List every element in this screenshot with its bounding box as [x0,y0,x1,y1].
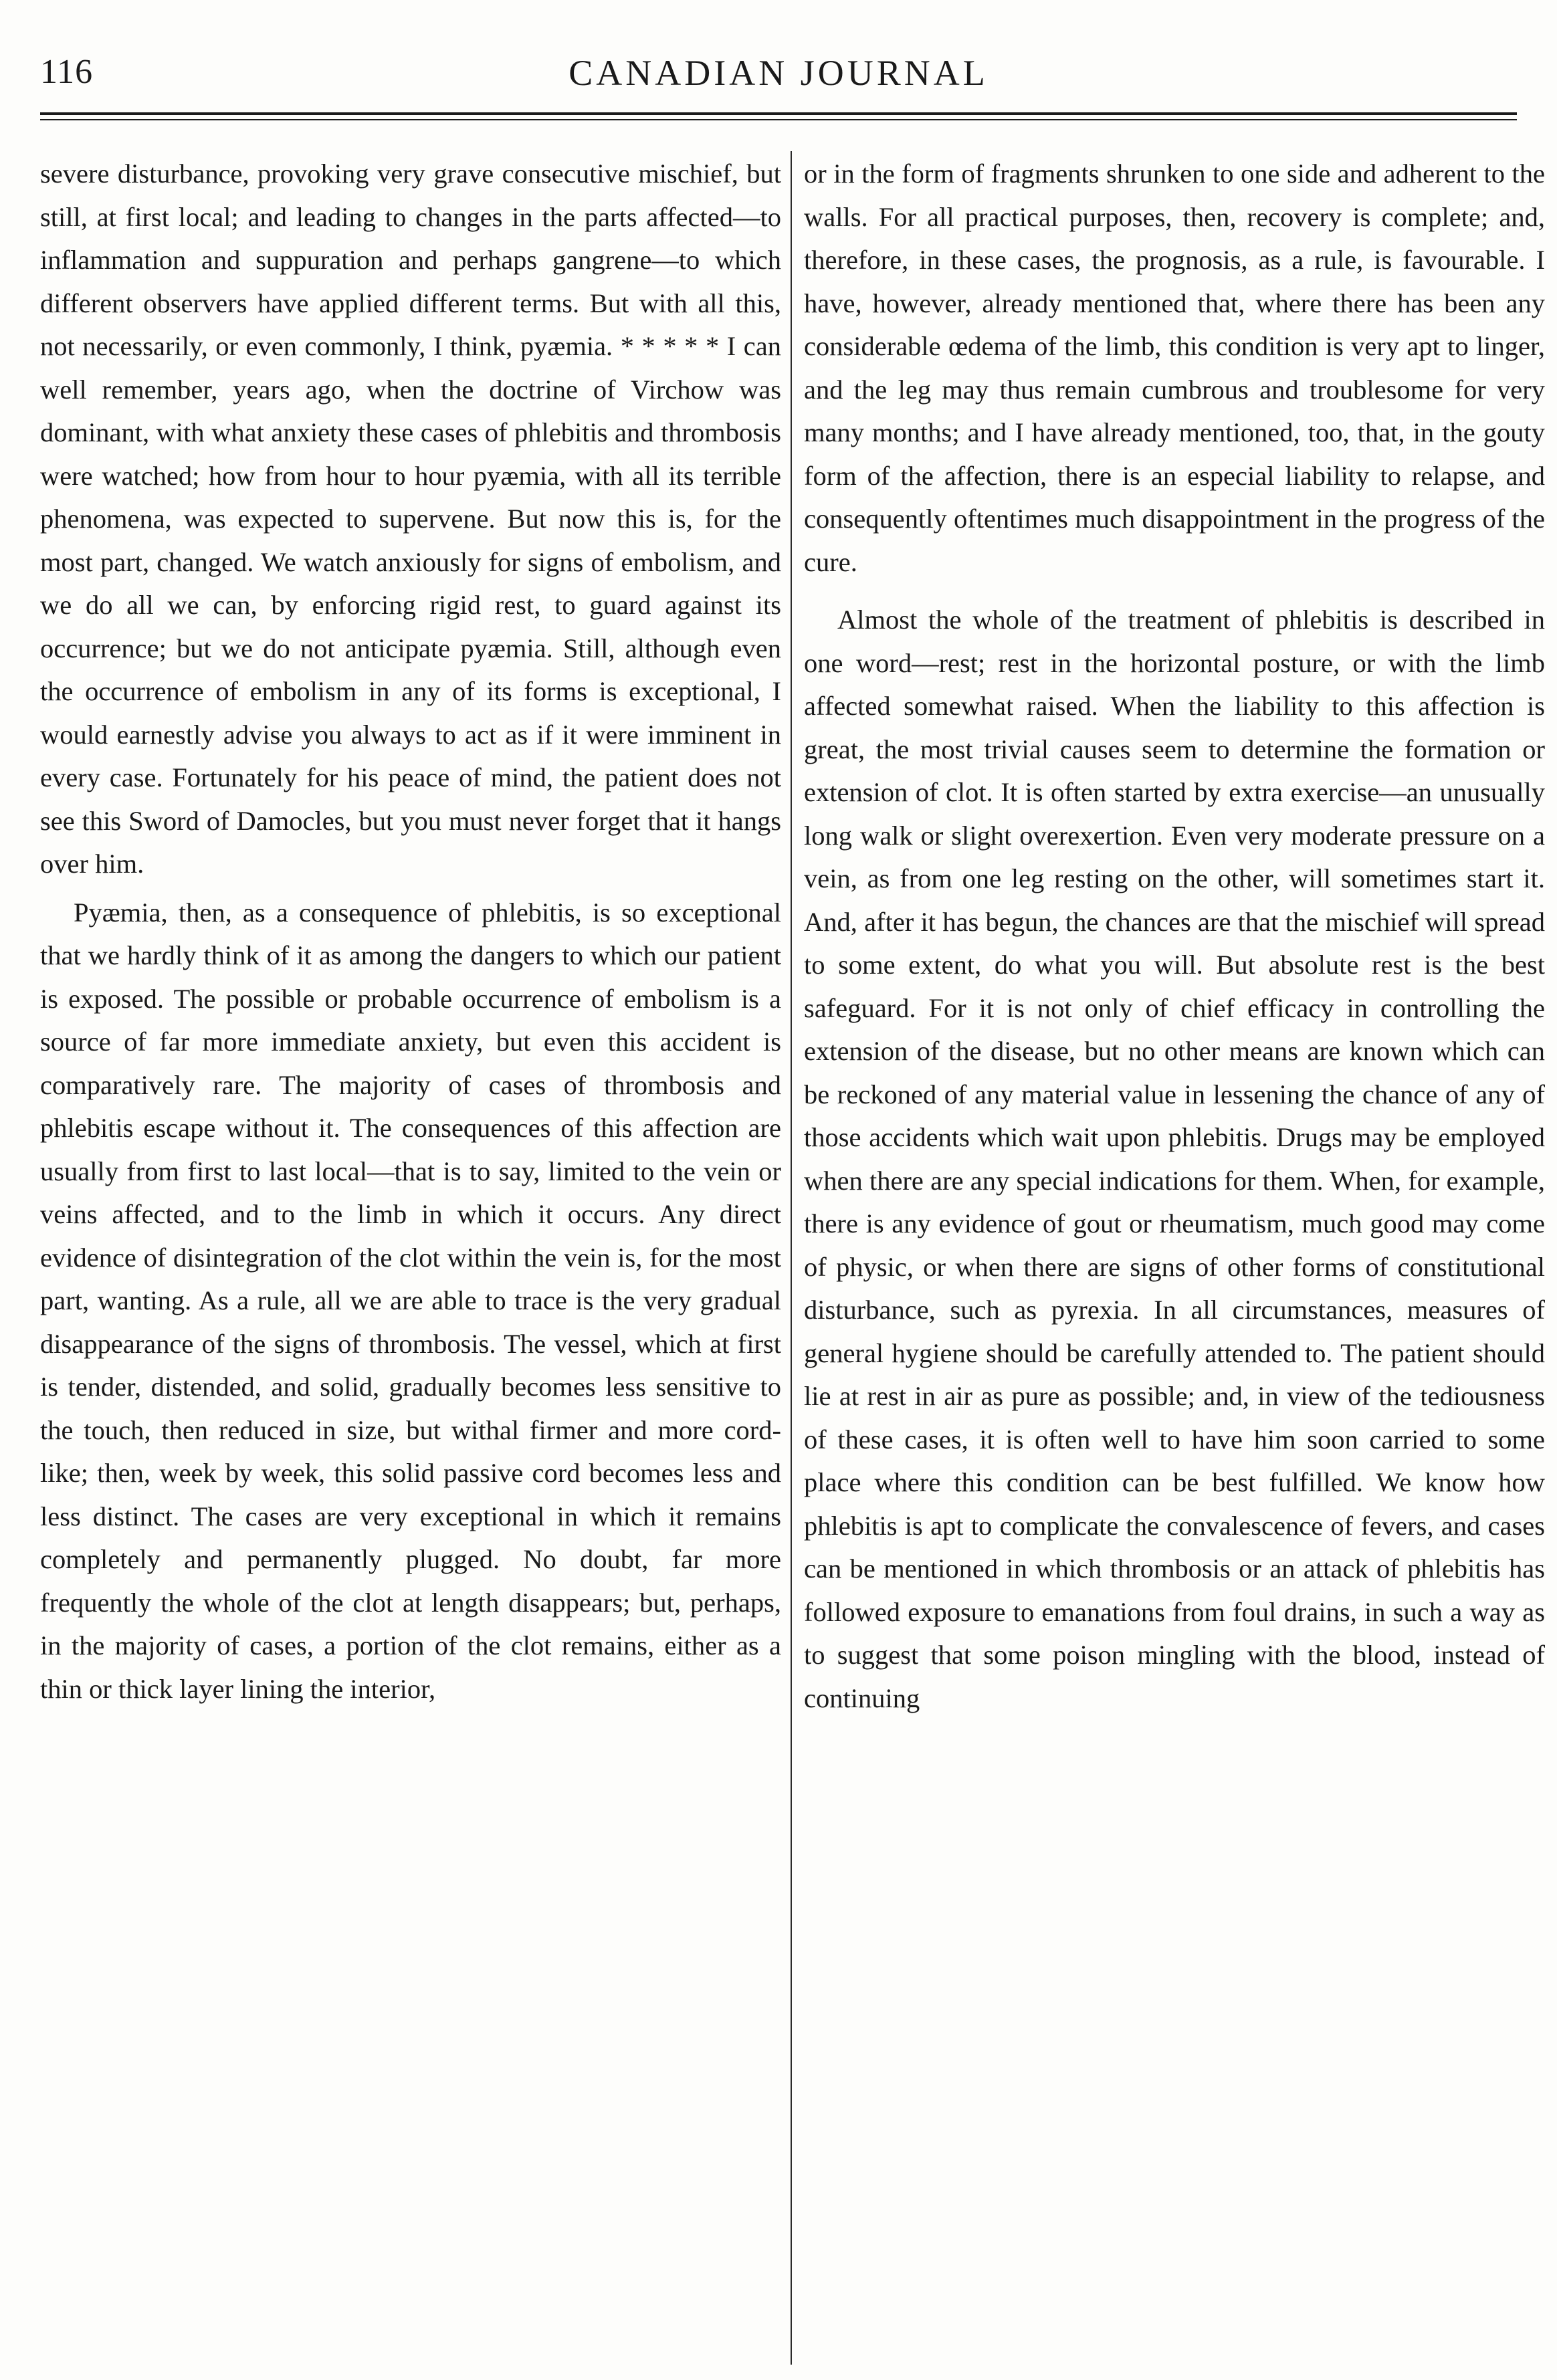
right-paragraph-2: Almost the whole of the treatment of phlebitis is described in one word—rest; rest in the horizontal posture, or with the limb affected somewhat raised. When the liability to this affection is great, the most trivial causes seem to determine the formation or extension of clot. It is often started by extra exercise—an unusually long walk or slight overexertion. Even very moderate pressure on a vein, as from one leg resting on the other, will sometimes start it. And, after it has begun, the chances are that the mischief will spread to some extent, do what you will. But absolute rest is the best safeguard. For it is not only of chief efficacy in controlling the extension of the disease, but no other means are known which can be reckoned of any material value in lessening the chance of any of those accidents which wait upon phlebitis. Drugs may be employed when there are any special indications for them. When, for example, there is any evidence of gout or rheumatism, much good may come of physic, or when there are signs of other forms of constitutional disturbance, such as pyrexia. In all circumstances, measures of general hygiene should be carefully attended to. The patient should lie at rest in air as pure as possible; and, in view of the tediousness of these cases, it is often well to have him soon carried to some place where this condition can be best fulfilled. We know how phlebitis is apt to complicate the convalescence of fevers, and cases can be mentioned in which thrombosis or an attack of phlebitis has followed exposure to emanations from foul drains, in such a way as to suggest that some poison mingling with the blood, instead of continuing [804,605,1545,1713]
running-head: CANADIAN JOURNAL [568,53,989,93]
header-rule-thick [40,112,1517,115]
right-column [804,152,1545,2339]
left-column [40,152,781,2339]
right-paragraph-1: or in the form of fragments shrunken to one side and adherent to the walls. For all practical purposes, then, recovery is complete; and, therefore, in these cases, the prognosis, as a rule, is favourable. I have, however, already mentioned that, where there has been any considerable œdema of the limb, this condition is very apt to linger, and the leg may thus remain cumbrous and troublesome for very many months; and I have already mentioned, too, that, in the gouty form of the affection, there is an especial liability to relapse, and consequently oftentimes much disappointment in the progress of the cure. [804,158,1545,577]
column-divider [791,151,792,2365]
page-number: 116 [40,53,94,91]
page-header [40,52,1517,106]
left-paragraph-1: severe disturbance, provoking very grave consecutive mischief, but still, at first local; and leading to changes in the parts affected—to inflammation and suppuration and perhaps gangrene—to which different observers have applied different terms. But with all this, not necessarily, or even commonly, I think, pyæmia. * * * * * I can well remember, years ago, when the doctrine of Virchow was dominant, with what anxiety these cases of phlebitis and thrombosis were watched; how from hour to hour pyæmia, with all its terrible phenomena, was expected to supervene. But now this is, for the most part, changed. We watch anxiously for signs of embolism, and we do all we can, by enforcing rigid rest, to guard against its occurrence; but we do not anticipate pyæmia. Still, although even the occurrence of embolism in any of its forms is exceptional, I would earnestly advise you always to act as if it were imminent in every case. Fortunately for his peace of mind, the patient does not see this Sword of Damocles, but you must never forget that it hangs over him. [40,158,781,879]
left-paragraph-2: Pyæmia, then, as a consequence of phlebitis, is so exceptional that we hardly think of it as among the dangers to which our patient is exposed. The possible or probable occurrence of embolism is a source of far more immediate anxiety, but even this accident is comparatively rare. The majority of cases of thrombosis and phlebitis escape without it. The consequences of this affection are usually from first to last local—that is to say, limited to the vein or veins affected, and to the limb in which it occurs. Any direct evidence of disintegration of the clot within the vein is, for the most part, wanting. As a rule, all we are able to trace is the very gradual disappearance of the signs of thrombosis. The vessel, which at first is tender, distended, and solid, gradually becomes less sensitive to the touch, then reduced in size, but withal firmer and more cord-like; then, week by week, this solid passive cord becomes less and less distinct. The cases are very exceptional in which it remains completely and permanently plugged. No doubt, far more frequently the whole of the clot at length disappears; but, perhaps, in the majority of cases, a portion of the clot remains, either as a thin or thick layer lining the interior, [40,897,781,1704]
header-rule-thin [40,119,1517,120]
